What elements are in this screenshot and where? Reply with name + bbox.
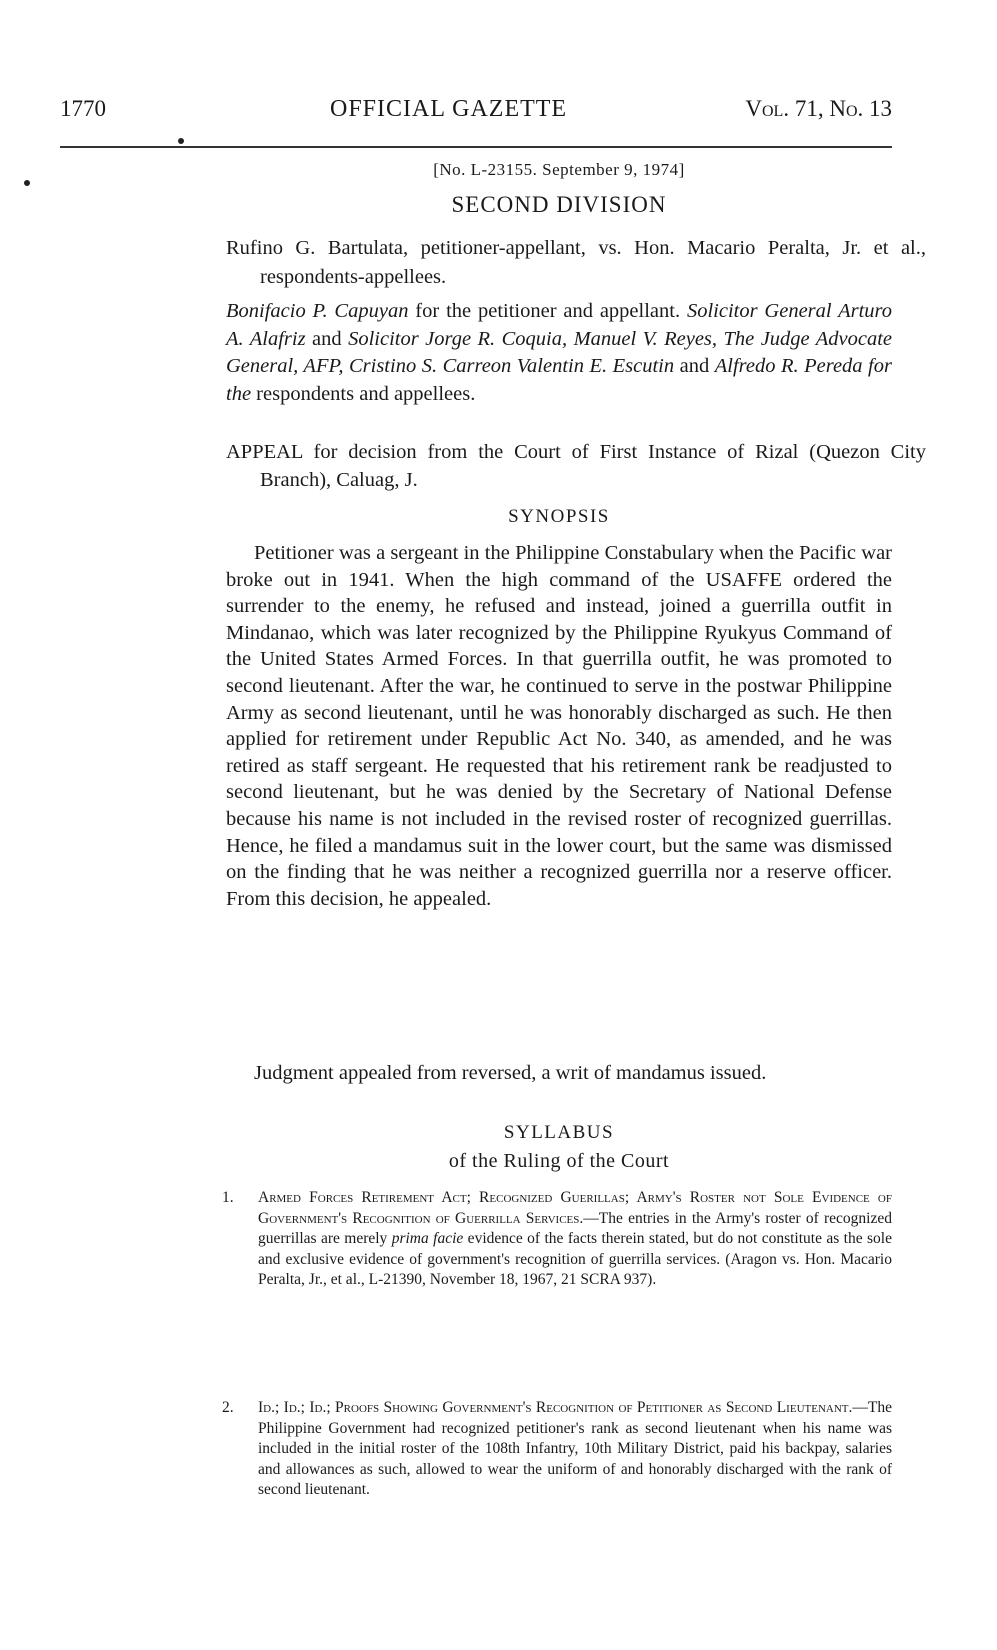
- docket-line: [No. L-23155. September 9, 1974]: [433, 160, 685, 179]
- syllabus-item-body: [258, 1188, 892, 1291]
- margin-mark: [24, 180, 30, 186]
- judgment-line: Judgment appealed from reversed, a writ of mandamus issued.: [254, 1062, 767, 1084]
- counsel-petitioner-role: for the petitioner and appellant.: [408, 300, 681, 322]
- counsel-respondents-names-3: Alfredo R. Pereda for the: [226, 355, 892, 405]
- syllabus-item-heading: Id.; Id.; Id.; Proofs Showing Government's Recognition of Petitioner as Second Lieutenant.: [258, 1399, 853, 1416]
- counsel-respondents-name: Solicitor General Arturo A. Alafriz: [226, 300, 892, 350]
- counsel-petitioner-name: Bonifacio P. Capuyan: [226, 300, 409, 322]
- syllabus-item-italic: prima facie: [391, 1230, 464, 1247]
- case-parties: Rufino G. Bartulata, petitioner-appellant, vs. Hon. Macario Peralta, Jr. et al., respondents-appellees.: [226, 237, 926, 288]
- syllabus-item-body: [258, 1398, 892, 1501]
- division-heading: SECOND DIVISION: [451, 192, 667, 217]
- syllabus-heading: SYLLABUS: [503, 1122, 615, 1143]
- header-rule: [60, 146, 892, 148]
- syllabus-item-number: 1.: [222, 1189, 234, 1206]
- publication-title: OFFICIAL GAZETTE: [330, 96, 568, 122]
- counsel-respondents-names-2: Solicitor Jorge R. Coquia, Manuel V. Reyes, The Judge Advocate General, AFP, Cristino S. Carreon Valentin E. Escutin: [226, 327, 892, 377]
- counsel-conjunction-2: and: [674, 355, 715, 377]
- running-header: [60, 96, 892, 136]
- syllabus-item-text: —The entries in the Army's roster of recognized guerrillas are merely: [258, 1209, 892, 1247]
- syllabus-item-text-after: evidence of the facts therein stated, but do not constitute as the sole and exclusive evidence of government's recognition of guerrilla services. (Aragon vs. Hon. Macario Peralta, Jr., et al., L-21390, November 18, 1967, 21 SCRA 937).: [258, 1230, 892, 1288]
- syllabus-item-number: 2.: [222, 1399, 234, 1416]
- syllabus-item-text: —The Philippine Government had recognized petitioner's rank as second lieutenant when his name was included in the initial roster of the 108th Infantry, 10th Military District, paid his backpay, salaries and allowances as such, allowed to wear the uniform of and honorably discharged with the rank of second lieutenant.: [258, 1399, 892, 1498]
- page-number: 1770: [60, 96, 106, 121]
- syllabus-item: [222, 1188, 892, 1378]
- syllabus-item-heading: Armed Forces Retirement Act; Recognized Guerillas; Army's Roster not Sole Evidence of Government's Recognition of Guerrilla Services.: [258, 1189, 892, 1227]
- appeal-line: APPEAL for decision from the Court of First Instance of Rizal (Quezon City Branch), Caluag, J.: [226, 441, 926, 491]
- counsel-conjunction: and: [305, 327, 349, 350]
- counsel-block: [226, 298, 892, 408]
- synopsis-heading: SYNOPSIS: [508, 506, 610, 527]
- counsel-respondents-role: respondents and appellees.: [251, 382, 476, 405]
- syllabus-subheading: of the Ruling of the Court: [448, 1150, 670, 1172]
- rule-mark: [178, 138, 184, 144]
- synopsis-text: Petitioner was a sergeant in the Philippine Constabulary when the Pacific war broke out in 1941. When the high command of the USAFFE ordered the surrender to the enemy, he refused and instead, joined a guerrilla outfit in Mindanao, which was later recognized by the Philippine Ryukyus Command of the United States Armed Forces. In that guerrilla outfit, he was promoted to second lieutenant. After the war, he continued to serve in the postwar Philippine Army as second lieutenant, until he was honorably discharged as such. He then applied for retirement under Republic Act No. 340, as amended, and he was retired as staff sergeant. He requested that his retirement rank be readjusted to second lieutenant, but he was denied by the Secretary of National Defense because his name is not included in the revised roster of recognized guerrillas. Hence, he filed a mandamus suit in the lower court, but the same was dismissed on the finding that he was neither a recognized guerrilla nor a reserve officer. From this decision, he appealed.: [226, 542, 892, 910]
- syllabus-item: [222, 1398, 892, 1588]
- volume-number: Vol. 71, No. 13: [745, 96, 892, 121]
